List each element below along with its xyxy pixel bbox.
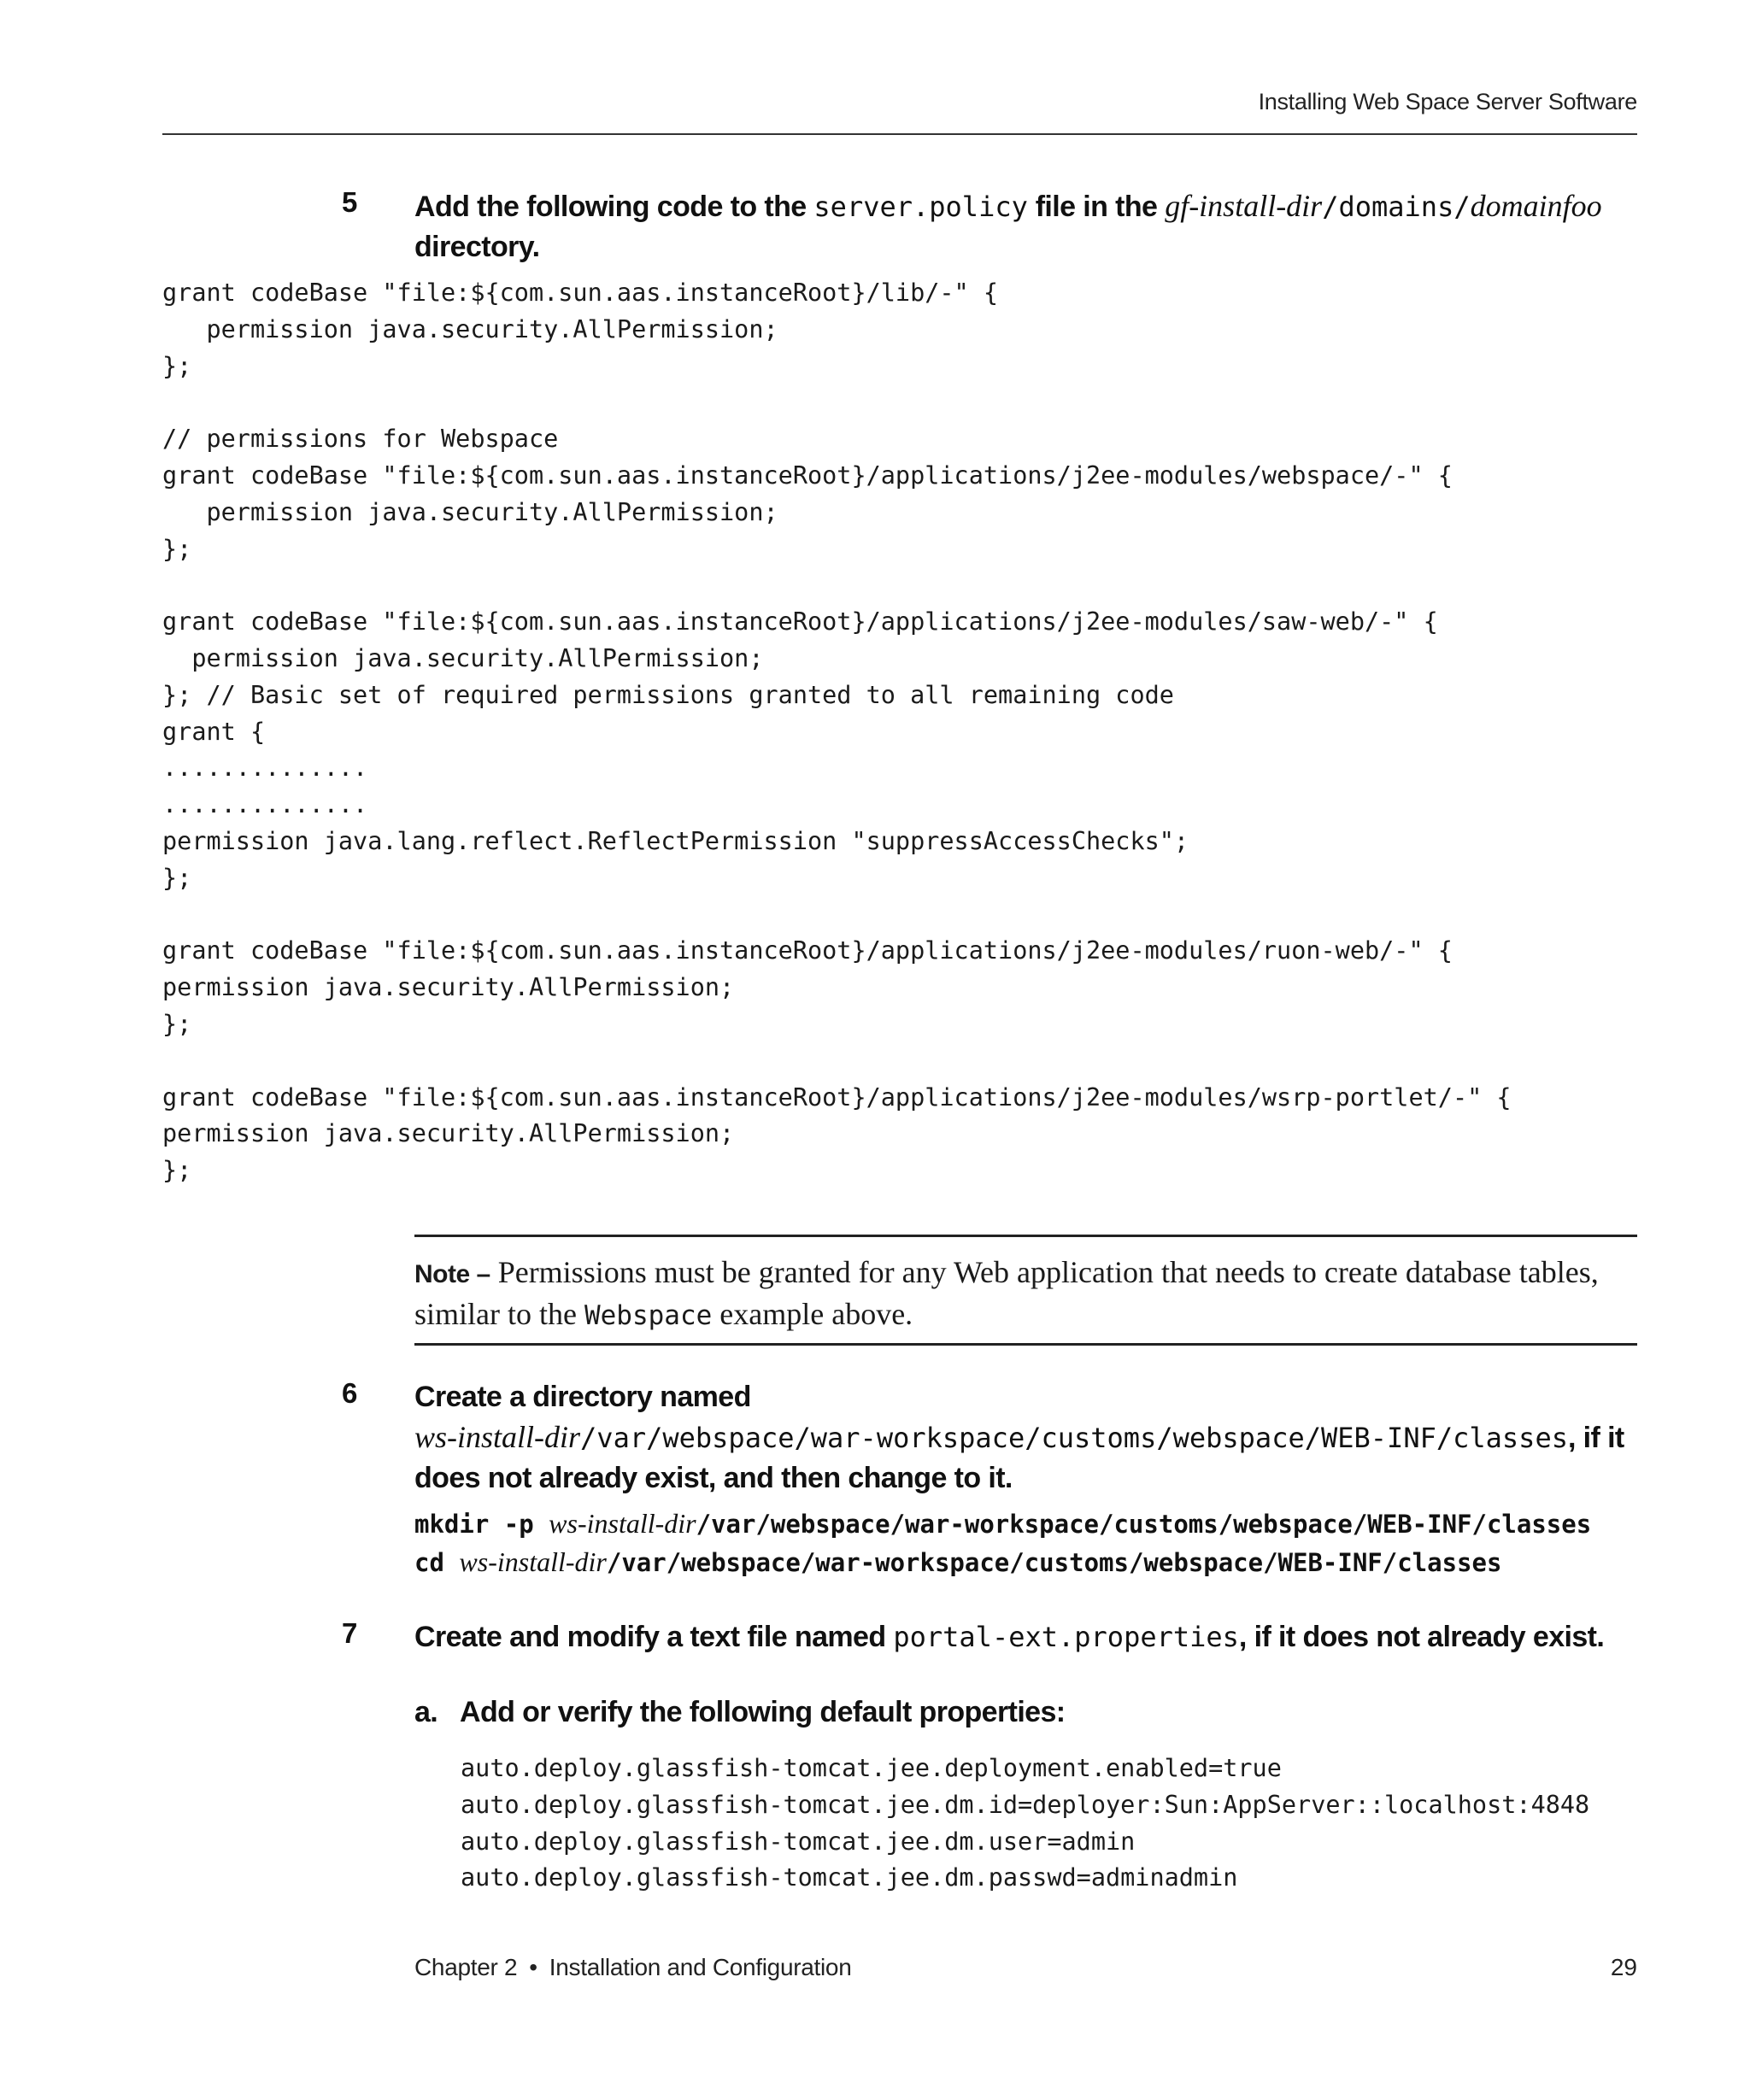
path-variable: domainfoo [1470,189,1602,223]
step-7 [342,1617,1637,1657]
step-5-instruction: Add the following code to the server.policy file in the gf-install-dir/domains/domainfoo directory. [414,189,1602,263]
note-box [414,1235,1637,1346]
page-number: 29 [1610,1954,1637,1980]
path-variable: ws-install-dir [414,1420,581,1454]
command-block [414,1505,1591,1582]
substep-label: a. [414,1696,438,1728]
path-variable: gf-install-dir [1165,189,1323,223]
server-policy-code-block: grant codeBase "file:${com.sun.aas.instanceRoot}/lib/-" { permission java.security.AllPermission; }; // permissions for Webspace grant codeBase "file:${com.sun.aas.instanceRoot}/applications/j2ee-modules/webspace/-" { permission java.security.AllPermission; }; grant codeBase "file:${com.sun.aas.instanceRoot}/applications/j2ee-modules/saw-web/-" { permission java.security.AllPermission; }; // Basic set of required permissions granted to all remaining code grant { .............. .............. permission java.lang.reflect.ReflectPermission "suppressAccessChecks"; }; grant codeBase "file:${com.sun.aas.instanceRoot}/applications/j2ee-modules/ruon-web/-" { permission java.security.AllPermission; }; grant codeBase "file:${com.sun.aas.instanceRoot}/applications/j2ee-modules/wsrp-portlet/-" { permission java.security.AllPermission; }; [162,279,1512,1185]
note-label: Note – [414,1260,490,1288]
step-number: 5 [342,186,358,218]
cd-command: cd ws-install-dir/var/webspace/war-workspace/customs/webspace/WEB-INF/classes [414,1546,1502,1577]
header-rule [162,133,1637,135]
step-6-instruction: Create a directory named ws-install-dir/var/webspace/war-workspace/customs/webspace/WEB-INF/classes, if it does not already exist, and then change to it. [414,1381,1624,1494]
mkdir-command: mkdir -p ws-install-dir/var/webspace/war-workspace/customs/webspace/WEB-INF/classes [414,1508,1592,1539]
running-header: Installing Web Space Server Software [1258,89,1637,114]
step-6 [342,1377,1637,1499]
file-name: portal-ext.properties [893,1621,1239,1653]
file-name: server.policy [813,191,1028,223]
substep-instruction: Add or verify the following default properties: [460,1696,1066,1728]
footer-chapter: Chapter 2 • Installation and Configuration [414,1954,852,1980]
note-text: Note – Permissions must be granted for any Web application that needs to create database tables, similar to the Webspace example above. [414,1255,1599,1331]
step-5 [342,186,1637,267]
step-number: 7 [342,1617,358,1649]
properties-code-block: auto.deploy.glassfish-tomcat.jee.deployment.enabled=true auto.deploy.glassfish-tomcat.jee.dm.id=deployer:Sun:AppServer::localhost:4848 auto.deploy.glassfish-tomcat.jee.dm.user=admin auto.deploy.glassfish-tomcat.jee.dm.passwd=adminadmin [461,1754,1590,1892]
step-number: 6 [342,1377,358,1409]
step-7-instruction: Create and modify a text file named portal-ext.properties, if it does not already exist. [414,1621,1605,1653]
